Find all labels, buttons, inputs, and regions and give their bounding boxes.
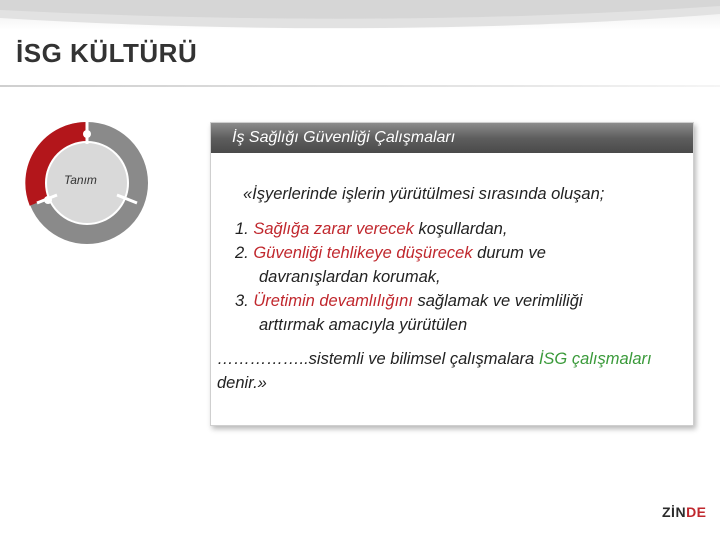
brand-part-2: DE (686, 504, 707, 520)
item-number: 3. (235, 292, 249, 310)
item-rest: durum ve (472, 244, 546, 262)
list-item (217, 241, 687, 289)
item-number: 2. (235, 244, 249, 262)
item-continuation: arttırmak amacıyla yürütülen (259, 316, 468, 334)
item-rest: koşullardan, (413, 220, 508, 238)
item-highlight: Güvenliği tehlikeye düşürecek (253, 244, 473, 262)
card-header-title: İş Sağlığı Güvenliği Çalışmaları (232, 129, 456, 146)
closing-highlight: İSG çalışmaları (538, 350, 652, 368)
title-divider (0, 85, 720, 87)
closing-text (217, 347, 687, 395)
list-item (217, 289, 687, 337)
brand-logo (662, 504, 707, 520)
item-rest: sağlamak ve verimliliği (412, 292, 583, 310)
item-continuation: davranışlardan korumak, (259, 268, 441, 286)
page-title: İSG KÜLTÜRÜ (16, 38, 198, 68)
ring-label: Tanım (64, 173, 97, 187)
item-number: 1. (235, 220, 249, 238)
closing-prefix: ……………..sistemli ve bilimsel çalışmalara (217, 350, 539, 368)
list-item (217, 217, 687, 241)
item-highlight: Sağlığa zarar verecek (253, 220, 414, 238)
card-header (211, 123, 693, 153)
definition-card (210, 122, 694, 426)
card-body (217, 182, 687, 395)
brand-part-1: ZİN (662, 504, 687, 520)
item-highlight: Üretimin devamlılığını (253, 292, 413, 310)
header-swoosh (0, 0, 720, 40)
intro-text: «İşyerlerinde işlerin yürütülmesi sırasında oluşan; (243, 185, 605, 203)
closing-suffix: denir.» (217, 374, 267, 392)
